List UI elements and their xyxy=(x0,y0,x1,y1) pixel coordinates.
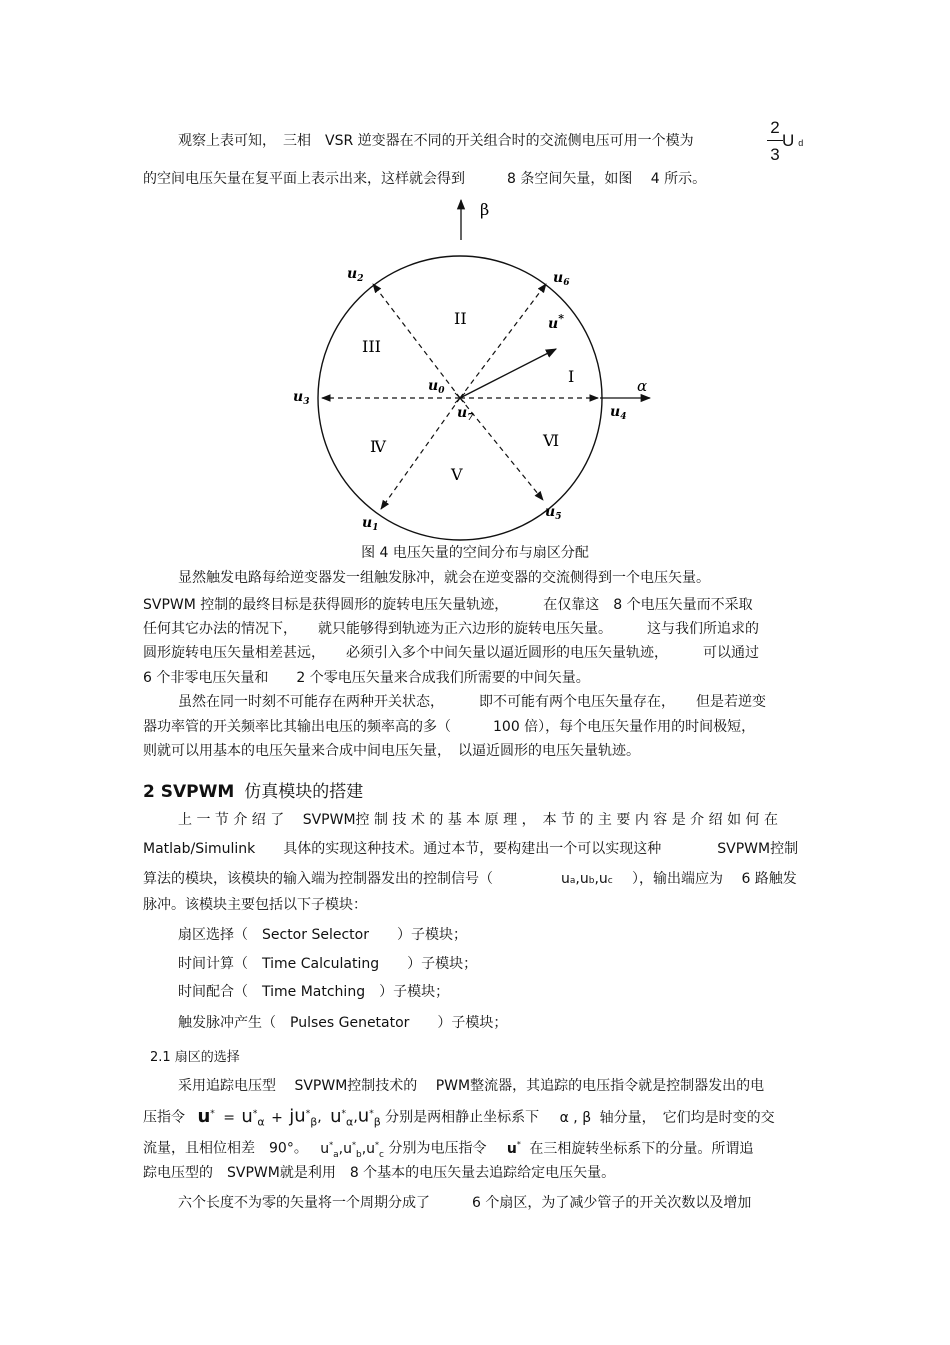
label-ustar: u* xyxy=(548,312,564,332)
submodule-time-matching: 时间配合（ Time Matching ）子模块； xyxy=(178,984,450,1000)
para3-line-3a: 算法的模块，该模块的输入端为控制器发出的控制信号（ xyxy=(143,871,493,887)
vector-ustar xyxy=(460,349,556,398)
para4-line-3: 流量，且相位相差 90°。 $u^*_a,u^*_b,u^*_c$ 分别为电压指令 u* 在三相旋转坐标系下的分量。所谓追 xyxy=(143,1140,754,1160)
para2-line-2: 器功率管的开关频率比其输出电压的频率高的多（ 100 倍），每个电压矢量作用的时间极短， xyxy=(143,719,756,735)
label-u6: $u_6$ xyxy=(553,270,570,288)
para5-line-1: 六个长度不为零的矢量将一个周期分成了 6 个扇区，为了减少管子的开关次数以及增加 xyxy=(178,1195,752,1211)
beta-label: β xyxy=(480,200,490,219)
sector-label-V: V xyxy=(451,465,463,484)
figure-voltage-vectors xyxy=(0,0,950,545)
intro-line-1: 观察上表可知， 三相 VSR 逆变器在不同的开关组合时的交流侧电压可用一个模为 xyxy=(178,133,694,149)
para2-line-1: 虽然在同一时刻不可能存在两种开关状态， 即不可能有两个电压矢量存在， 但是若逆变 xyxy=(178,694,766,710)
para4-line-1: 采用追踪电压型 SVPWM控制技术的 PWM整流器，其追踪的电压指令就是控制器发出的电 xyxy=(178,1078,765,1094)
para3-line-4: 脉冲。该模块主要包括以下子模块： xyxy=(143,897,367,913)
label-u4: $u_4$ xyxy=(610,404,627,422)
sector-label-VI: Ⅵ xyxy=(543,431,560,450)
para3-line-2: Matlab/Simulink 具体的实现这种技术。通过本节，要构建出一个可以实现这种 SVPWM控制 xyxy=(143,841,799,857)
section-2-number: 2 SVPWM xyxy=(143,782,235,802)
submodule-time-calculating: 时间计算（ Time Calculating ）子模块； xyxy=(178,956,478,972)
label-u0: $u_0$ xyxy=(428,378,445,396)
vector-u1 xyxy=(381,398,460,509)
vector-u6 xyxy=(460,284,546,398)
alpha-label: α xyxy=(637,377,648,395)
vector-u2 xyxy=(373,284,460,398)
figure-caption: 图 4 电压矢量的空间分布与扇区分配 xyxy=(361,545,589,561)
u-var: U xyxy=(782,131,795,150)
label-u1: $u_1$ xyxy=(362,515,379,533)
para3-line-3b: ），输出端应为 6 路触发 xyxy=(632,871,797,887)
para1-line-5: 6 个非零电压矢量和 2 个零电压矢量来合成我们所需要的中间矢量。 xyxy=(143,670,590,686)
para4-line-2: 压指令 $u^* = u^*_\alpha + ju^*_\beta$, $u^*_\alpha,u^*_\beta$ 分别是两相静止坐标系下 α , β 轴分量， 它们均是时变的交 xyxy=(143,1105,775,1129)
para1-line-4: 圆形旋转电压矢量相差甚远， 必须引入多个中间矢量以逼近圆形的电压矢量轨迹， 可以通过 xyxy=(143,645,759,661)
fraction-numerator: 2 xyxy=(770,118,780,137)
section-2-title: 仿真模块的搭建 xyxy=(244,782,364,802)
para2-line-3: 则就可以用基本的电压矢量来合成中间电压矢量， 以逼近圆形的电压矢量轨迹。 xyxy=(143,743,640,759)
para3-line-1: 上 一 节 介 绍 了 SVPWM控 制 技 术 的 基 本 原 理 ， 本 节 的 主 要 内 容 是 介 绍 如 何 在 xyxy=(178,812,778,828)
submodule-sector-selector: 扇区选择（ Sector Selector ）子模块； xyxy=(178,927,467,943)
sector-label-III: III xyxy=(362,337,381,356)
label-u2: $u_2$ xyxy=(347,266,364,284)
para1-line-3: 任何其它办法的情况下， 就只能够得到轨迹为正六边形的旋转电压矢量。 这与我们所追求的 xyxy=(143,621,759,637)
label-u3: $u_3$ xyxy=(293,389,310,407)
para1-line-2: SVPWM 控制的最终目标是获得圆形的旋转电压矢量轨迹， 在仅靠这 8 个电压矢量而不采取 xyxy=(143,597,753,613)
submodule-pulses-generator: 触发脉冲产生（ Pulses Genetator ）子模块； xyxy=(178,1015,508,1031)
label-u5: $u_5$ xyxy=(545,504,562,522)
label-u7: $u_7$ xyxy=(457,405,474,423)
fraction-denominator: 3 xyxy=(770,145,780,164)
para1-line-1: 显然触发电路每给逆变器发一组触发脉冲，就会在逆变器的交流侧得到一个电压矢量。 xyxy=(178,570,710,586)
sector-label-IV: Ⅳ xyxy=(370,437,386,456)
section-2-1-heading: 2.1 扇区的选择 xyxy=(150,1050,240,1065)
control-signals-uabc: ua,ub,uc xyxy=(561,871,613,887)
sector-label-I: I xyxy=(568,367,575,386)
section-2-heading xyxy=(143,781,363,803)
sector-label-II: II xyxy=(454,309,467,328)
intro-line-2: 的空间电压矢量在复平面上表示出来，这样就会得到 8 条空间矢量，如图 4 所示。 xyxy=(143,171,707,187)
d-subscript: d xyxy=(798,138,804,148)
para4-line-4: 踪电压型的 SVPWM就是利用 8 个基本的电压矢量去追踪给定电压矢量。 xyxy=(143,1165,616,1181)
